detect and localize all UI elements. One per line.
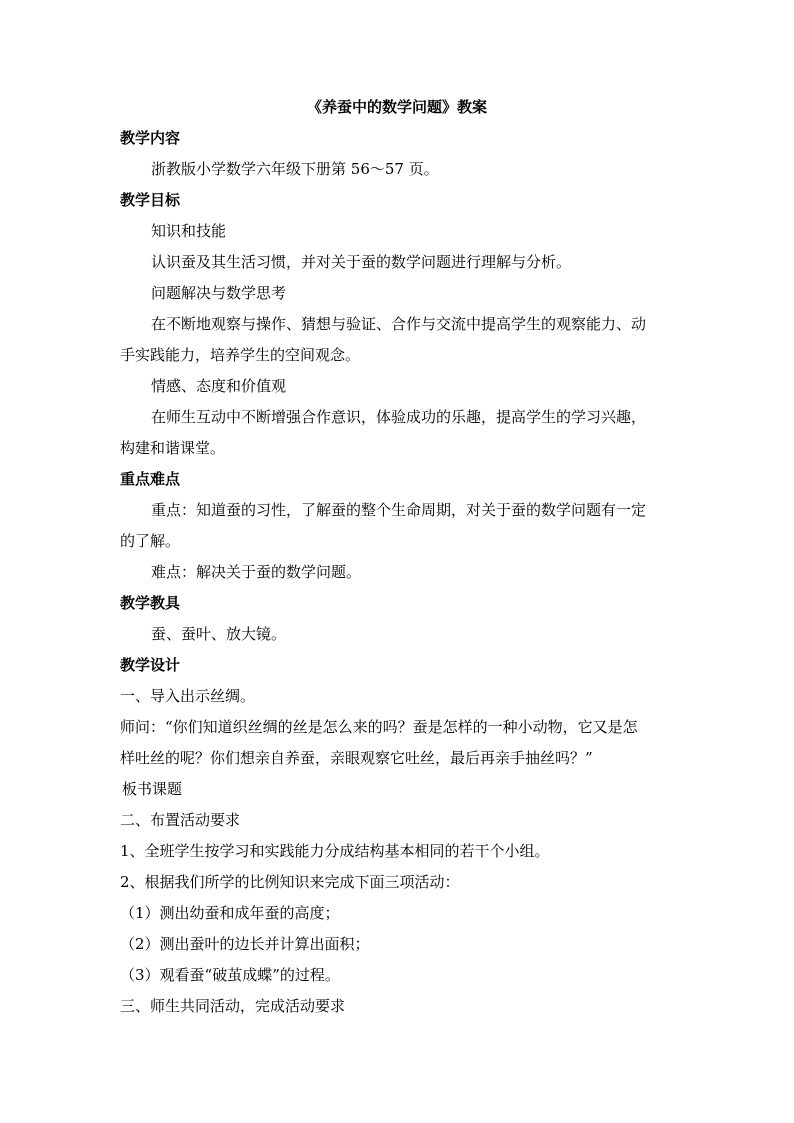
- goal-problem-text-line2: 手实践能力，培养学生的空间观念。: [120, 346, 361, 364]
- section-heading-content: 教学内容: [120, 129, 181, 147]
- design-step2: 二、布置活动要求: [120, 811, 241, 829]
- requirement-2: 2、根据我们所学的比例知识来完成下面三项活动：: [120, 873, 460, 891]
- goal-emotion-text-line2: 构建和谐课堂。: [120, 439, 226, 457]
- activity-3: （3）观看蚕“破茧成蝶”的过程。: [120, 966, 340, 984]
- design-step3: 三、师生共同活动，完成活动要求: [120, 997, 346, 1015]
- section-heading-key-points: 重点难点: [120, 470, 181, 488]
- goal-problem-label: 问题解决与数学思考: [151, 284, 287, 302]
- goal-emotion-text-line1: 在师生互动中不断增强合作意识，体验成功的乐趣，提高学生的学习兴趣，: [151, 408, 647, 426]
- goal-knowledge-text: 认识蚕及其生活习惯，并对关于蚕的数学问题进行理解与分析。: [151, 253, 572, 271]
- key-point-line2: 的了解。: [120, 532, 181, 550]
- board-title-note: 板书课题: [122, 780, 183, 798]
- section-heading-design: 教学设计: [120, 656, 181, 674]
- activity-2: （2）测出蚕叶的边长并计算出面积；: [120, 935, 370, 953]
- teacher-question-line2: 样吐丝的呢？你们想亲自养蚕，亲眼观察它吐丝，最后再亲手抽丝吗？”: [120, 749, 593, 767]
- design-step1: 一、导入出示丝绸。: [120, 687, 256, 705]
- content-text: 浙教版小学数学六年级下册第 56～57 页。: [151, 160, 439, 178]
- goal-problem-text-line1: 在不断地观察与操作、猜想与验证、合作与交流中提高学生的观察能力、动: [151, 315, 647, 333]
- key-point-line1: 重点：知道蚕的习性，了解蚕的整个生命周期，对关于蚕的数学问题有一定: [151, 501, 647, 519]
- goal-knowledge-label: 知识和技能: [151, 222, 227, 240]
- teacher-question-line1: 师问：“你们知道织丝绸的丝是怎么来的吗？蚕是怎样的一种小动物，它又是怎: [120, 718, 638, 736]
- tools-text: 蚕、蚕叶、放大镜。: [151, 625, 287, 643]
- section-heading-goals: 教学目标: [120, 191, 181, 209]
- activity-1: （1）测出幼蚕和成年蚕的高度；: [120, 904, 340, 922]
- difficulty-text: 难点：解决关于蚕的数学问题。: [151, 563, 362, 581]
- document-title: 《养蚕中的数学问题》教案: [306, 98, 487, 116]
- requirement-1: 1、全班学生按学习和实践能力分成结构基本相同的若干个小组。: [120, 842, 550, 860]
- goal-emotion-label: 情感、态度和价值观: [151, 377, 287, 395]
- section-heading-tools: 教学教具: [120, 594, 181, 612]
